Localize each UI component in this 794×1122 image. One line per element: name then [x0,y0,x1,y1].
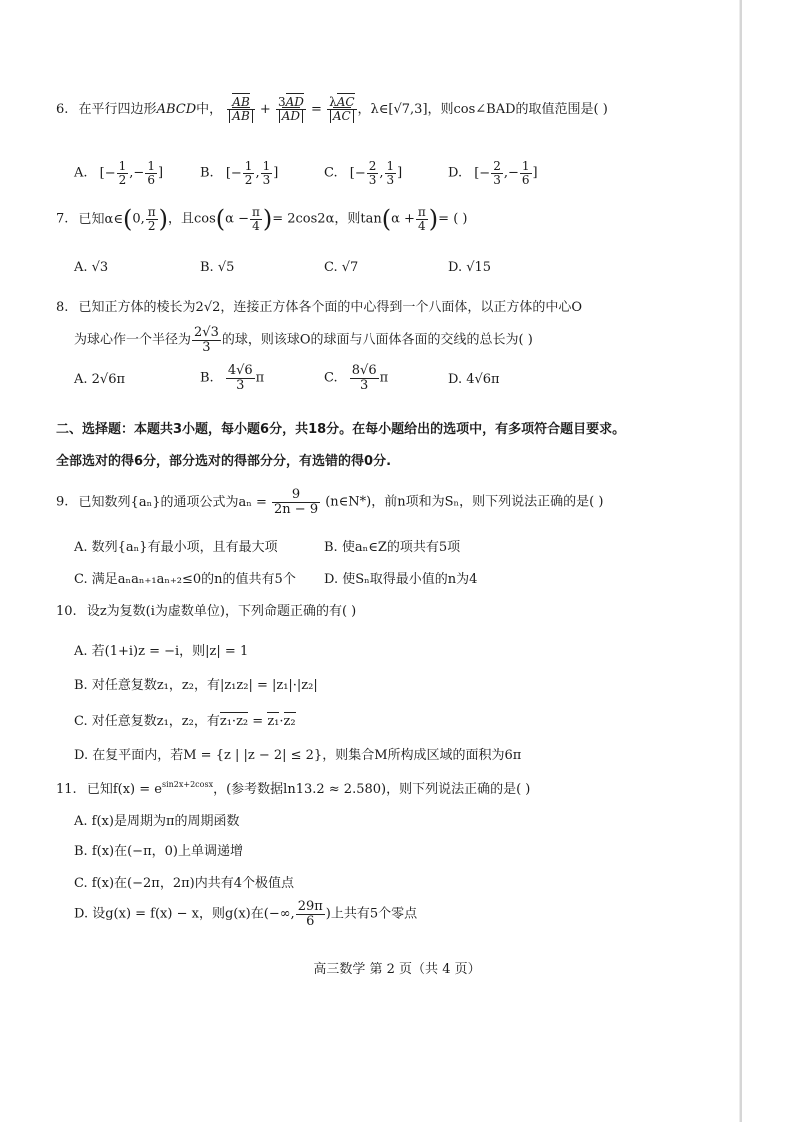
q7-option-a: A. √3 [74,260,109,275]
q7-option-d: D. √15 [448,260,492,275]
q10-stem: 10. 设z为复数(i为虚数单位)，下列命题正确的有( ) [56,604,357,619]
q6-option-a: A. [− $\frac{1}{2}$ ,− $\frac{1}{6}$ ] [74,159,164,187]
q8-option-d: D. 4√6π [448,372,500,387]
q6-frac-ad: $\frac{3AD}{AD}$ [277,95,304,123]
section-2-line-2: 全部选对的得6分，部分选对的得部分分，有选错的得0分. [56,454,392,469]
q8-option-a: A. 2√6π [74,372,126,387]
q10-option-c: C. 对任意复数z₁，z₂，有z₁·z₂ = z₁·z₂ [74,714,296,729]
q9-stem: 9. 已知数列{aₙ}的通项公式为aₙ = $\frac{9}{2n - 9}$ (n∈N*)，前n项和为Sₙ，则下列说法正确的是( ) [56,487,604,517]
scan-edge [740,0,742,1122]
q6-frac-ac: $\frac{\text{λAC}}{AC}$ [329,95,355,123]
q11-option-b: B. f(x)在(−π，0)上单调递增 [74,844,243,859]
q6-option-d: D. [− $\frac{2}{3}$ ,− $\frac{1}{6}$ ] [448,159,538,187]
q11-option-d: D. 设g(x) = f(x) − x，则g(x)在(−∞, $\frac{29\pi}{6}$ )上共有5个零点 [74,899,418,929]
q8-option-c: C. $\frac{8√6}{3}$ π [324,363,389,393]
q6-stem: 6. 在平行四边形ABCD中， $\frac{AB}{AB}$ + $\frac{3AD}{AD}$ = $\frac{\text{λAC}}{AC}$ ，λ∈[√7,3]，则cos∠BAD的取值范围是( ) [56,95,608,123]
q11-option-a: A. f(x)是周期为π的周期函数 [74,814,240,829]
q8-option-b: B. $\frac{4√6}{3}$ π [200,363,265,393]
q8-line-2: 为球心作一个半径为 $\frac{2√3}{3}$ 的球，则该球O的球面与八面体各面的交线的总长为( ) [74,325,533,355]
q10-option-b: B. 对任意复数z₁，z₂，有|z₁z₂| = |z₁|·|z₂| [74,678,318,693]
q11-stem: 11. 已知$f(x) = e^{sin2x+2cosx}$，(参考数据ln13.2 ≈ 2.580)，则下列说法正确的是( ) [56,780,531,797]
q7-option-b: B. √5 [200,260,235,275]
q9-option-d: D. 使Sₙ取得最小值的n为4 [324,572,478,587]
q9-option-a: A. 数列{aₙ}有最小项，且有最大项 [74,540,278,555]
q7-stem: 7. 已知α∈(0, $\frac{\pi}{2}$ )，且cos(α − $\frac{\pi}{4}$ )= 2cos2α，则tan(α + $\frac{\pi}{4}$ )= ( ) [56,205,468,234]
scan-edge-shadow [739,0,740,1122]
q8-line-1: 8. 已知正方体的棱长为2√2，连接正方体各个面的中心得到一个八面体，以正方体的中心O [56,300,583,315]
q6-frac-ab: $\frac{AB}{AB}$ [227,96,254,123]
page-footer: 高三数学 第 2 页（共 4 页） [313,962,481,977]
q10-option-a: A. 若(1+i)z = −i，则|z| = 1 [74,644,249,659]
section-2-line-1: 二、选择题：本题共3小题，每小题6分，共18分。在每小题给出的选项中，有多项符合题目要求。 [56,422,626,437]
q11-option-c: C. f(x)在(−2π，2π)内共有4个极值点 [74,876,294,891]
q6-option-b: B. [− $\frac{1}{2}$ , $\frac{1}{3}$ ] [200,159,279,187]
q9-option-b: B. 使aₙ∈Z的项共有5项 [324,540,461,555]
q6-option-c: C. [− $\frac{2}{3}$ , $\frac{1}{3}$ ] [324,159,403,187]
q7-option-c: C. √7 [324,260,359,275]
q10-option-d: D. 在复平面内，若M = {z | |z − 2| ≤ 2}，则集合M所构成区域的面积为6π [74,748,522,763]
q9-option-c: C. 满足aₙaₙ₊₁aₙ₊₂≤0的n的值共有5个 [74,572,296,587]
